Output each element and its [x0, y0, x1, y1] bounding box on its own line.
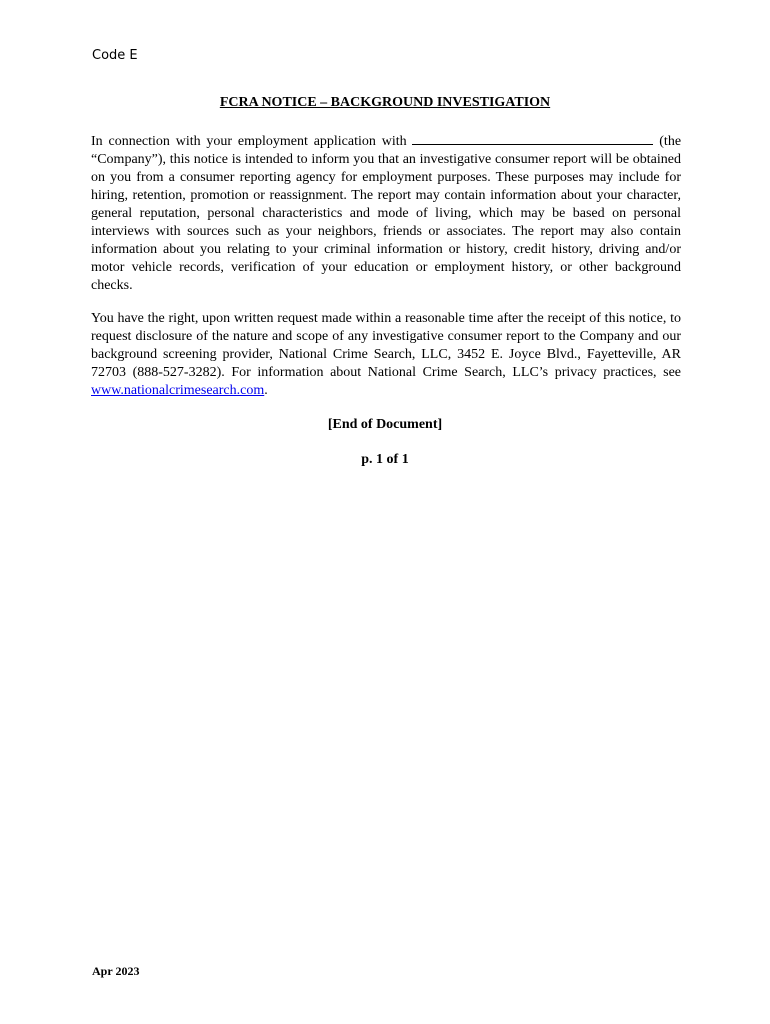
document-code-label: Code E	[92, 48, 138, 63]
rights-text: You have the right, upon written request made within a reasonable time after the receipt of this notice, to request disclosure of the nature and scope of any investigative consumer report to the Company and our background screening provider, National Crime Search, LLC, 3452 E. Joyce Blvd., Fayetteville, AR 72703 (888-527-3282). For information about National Crime Search, LLC’s privacy practices, see	[91, 311, 681, 380]
company-name-blank[interactable]	[412, 131, 653, 145]
end-of-document-marker: [End of Document]	[327, 417, 443, 432]
rights-period: .	[264, 383, 268, 398]
document-title: FCRA NOTICE – BACKGROUND INVESTIGATION	[219, 95, 551, 110]
notice-lead-text: In connection with your employment application with	[91, 134, 407, 149]
notice-paragraph	[91, 131, 681, 295]
footer-date: Apr 2023	[92, 964, 140, 978]
rights-paragraph	[91, 310, 681, 400]
page-number: p. 1 of 1	[361, 452, 409, 467]
notice-body-text: (the “Company”), this notice is intended to inform you that an investigative consumer report will be obtained on you from a consumer reporting agency for employment purposes. These purposes may include for hiring, retention, promotion or reassignment. The report may contain information about your character, general reputation, personal characteristics and mode of living, which may be based on personal interviews with sources such as your neighbors, friends or associates. The report may also contain information about you relating to your criminal information or history, credit history, driving and/or motor vehicle records, verification of your education or employment history, or other background checks.	[91, 134, 682, 293]
website-link[interactable]: www.nationalcrimesearch.com	[91, 383, 265, 398]
